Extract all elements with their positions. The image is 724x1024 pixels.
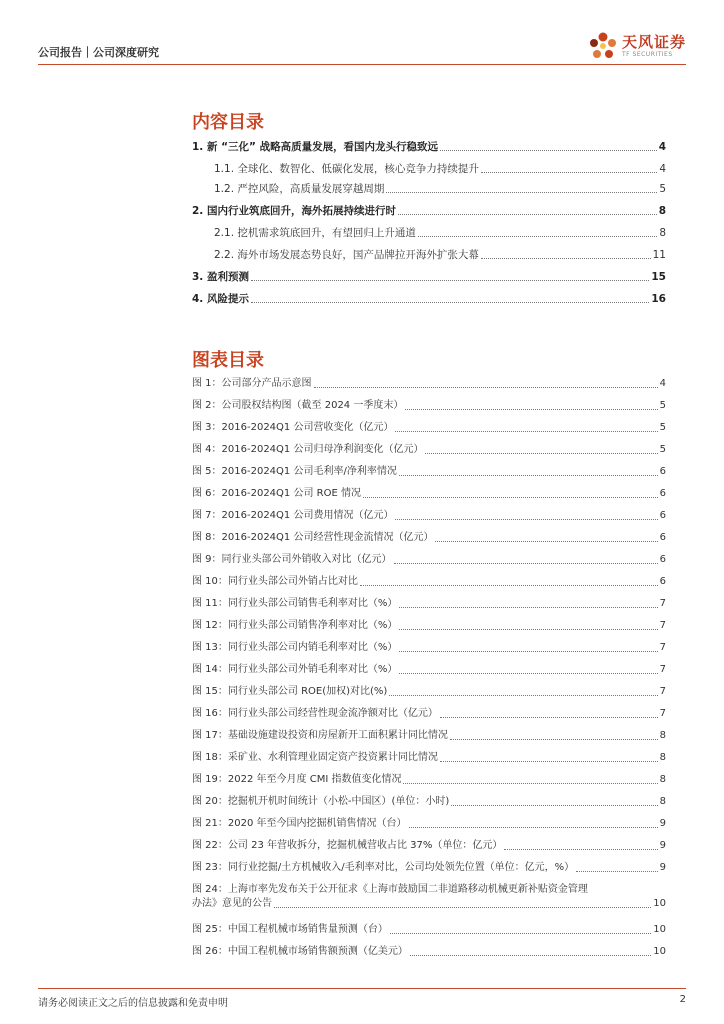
dot-leader bbox=[390, 933, 651, 934]
figure-entry[interactable] bbox=[192, 663, 666, 677]
toc-entry-label: 图 19：2022 年至今月度 CMI 指数值变化情况 bbox=[192, 774, 402, 785]
figure-entry[interactable] bbox=[192, 795, 666, 809]
figure-entry[interactable] bbox=[192, 597, 666, 611]
dot-leader bbox=[314, 387, 658, 388]
toc-entry-label: 2.1. 挖机需求筑底回升，有望回归上升通道 bbox=[214, 227, 416, 239]
toc-entry-page: 10 bbox=[653, 898, 666, 909]
toc-entry-label: 图 20：挖掘机开机时间统计（小松-中国区）(单位：小时) bbox=[192, 796, 450, 807]
dot-leader bbox=[440, 150, 657, 151]
figure-entry[interactable] bbox=[192, 531, 666, 545]
toc-entry-label: 图 7：2016-2024Q1 公司费用情况（亿元） bbox=[192, 510, 394, 521]
figure-entry[interactable] bbox=[192, 707, 666, 721]
dot-leader bbox=[394, 563, 658, 564]
logo-name-en: TF SECURITIES bbox=[621, 50, 673, 58]
disclaimer: 请务必阅读正文之后的信息披露和免责申明 bbox=[38, 998, 228, 1009]
dot-leader bbox=[435, 541, 657, 542]
contents-entry[interactable] bbox=[192, 226, 666, 240]
toc-entry-label: 图 14：同行业头部公司外销毛利率对比（%） bbox=[192, 664, 398, 675]
toc-entry-page: 8 bbox=[659, 227, 666, 239]
toc-entry-label: 3. 盈利预测 bbox=[192, 271, 249, 283]
figure-entry[interactable] bbox=[192, 575, 666, 589]
toc-entry-label: 图 25：中国工程机械市场销售量预测（台） bbox=[192, 924, 388, 935]
dot-leader bbox=[395, 519, 657, 520]
toc-entry-page: 15 bbox=[651, 271, 666, 283]
dot-leader bbox=[398, 214, 657, 215]
contents-entry[interactable] bbox=[192, 270, 666, 284]
figure-entry[interactable] bbox=[192, 487, 666, 501]
figure-entry[interactable] bbox=[192, 883, 666, 913]
toc-entry-label: 图 6：2016-2024Q1 公司 ROE 情况 bbox=[192, 488, 361, 499]
toc-entry-page: 4 bbox=[659, 378, 666, 389]
figure-entry[interactable] bbox=[192, 509, 666, 523]
contents-entry[interactable] bbox=[192, 140, 666, 154]
dot-leader bbox=[409, 827, 658, 828]
toc-entry-page: 6 bbox=[659, 576, 666, 587]
toc-entry-page: 6 bbox=[659, 466, 666, 477]
toc-entry-label: 图 16：同行业头部公司经营性现金流净额对比（亿元） bbox=[192, 708, 438, 719]
toc-entry-page: 9 bbox=[659, 840, 666, 851]
toc-entry-page: 7 bbox=[659, 708, 666, 719]
contents-entry[interactable] bbox=[192, 292, 666, 306]
toc-entry-page: 5 bbox=[659, 400, 666, 411]
figure-entry[interactable] bbox=[192, 945, 666, 959]
toc-entry-label: 图 5：2016-2024Q1 公司毛利率/净利率情况 bbox=[192, 466, 397, 477]
dot-leader bbox=[251, 302, 649, 303]
figure-entry[interactable] bbox=[192, 685, 666, 699]
page-header bbox=[38, 30, 686, 64]
logo-name-cn: 天风证券 bbox=[621, 32, 686, 51]
company-logo bbox=[588, 30, 686, 62]
figure-entry[interactable] bbox=[192, 751, 666, 765]
dot-leader bbox=[440, 761, 658, 762]
dot-leader bbox=[410, 955, 651, 956]
dot-leader bbox=[399, 475, 658, 476]
figure-entry[interactable] bbox=[192, 861, 666, 875]
toc-entry-page: 5 bbox=[659, 444, 666, 455]
dot-leader bbox=[405, 409, 657, 410]
toc-entry-page: 5 bbox=[659, 183, 666, 195]
toc-entry-label-cont: 办法》意见的公告 bbox=[192, 898, 272, 909]
figures-title: 图表目录 bbox=[192, 350, 264, 371]
toc-entry-page: 7 bbox=[659, 598, 666, 609]
dot-leader bbox=[399, 651, 657, 652]
toc-entry-label: 图 17：基础设施建设投资和房屋新开工面积累计同比情况 bbox=[192, 730, 448, 741]
toc-entry-label: 图 11：同行业头部公司销售毛利率对比（%） bbox=[192, 598, 398, 609]
toc-entry-label: 图 1：公司部分产品示意图 bbox=[192, 378, 312, 389]
toc-entry-page: 10 bbox=[653, 946, 666, 957]
toc-entry-page: 7 bbox=[659, 642, 666, 653]
dot-leader bbox=[399, 607, 657, 608]
dot-leader bbox=[274, 907, 651, 908]
dot-leader bbox=[395, 431, 657, 432]
toc-entry-label: 图 2：公司股权结构图（截至 2024 一季度末） bbox=[192, 400, 404, 411]
toc-entry-page: 8 bbox=[658, 205, 666, 217]
toc-entry-label: 图 4：2016-2024Q1 公司归母净利润变化（亿元） bbox=[192, 444, 424, 455]
toc-entry-label: 图 15：同行业头部公司 ROE(加权)对比(%) bbox=[192, 686, 388, 697]
toc-entry-label: 4. 风险提示 bbox=[192, 293, 249, 305]
contents-entry[interactable] bbox=[192, 248, 666, 262]
dot-leader bbox=[386, 192, 657, 193]
dot-leader bbox=[418, 236, 657, 237]
toc-entry-label: 图 22：公司 23 年营收拆分，挖掘机械营收占比 37%（单位：亿元） bbox=[192, 840, 503, 851]
dot-leader bbox=[451, 805, 657, 806]
figure-entry[interactable] bbox=[192, 839, 666, 853]
toc-entry-page: 8 bbox=[659, 752, 666, 763]
toc-entry-page: 5 bbox=[659, 422, 666, 433]
page-footer bbox=[38, 988, 686, 1009]
toc-entry-page: 6 bbox=[659, 532, 666, 543]
dot-leader bbox=[504, 849, 657, 850]
dot-leader bbox=[403, 783, 657, 784]
flower-logo-icon bbox=[588, 31, 618, 61]
toc-entry-page: 6 bbox=[659, 510, 666, 521]
toc-entry-page: 8 bbox=[659, 774, 666, 785]
figure-entry[interactable] bbox=[192, 465, 666, 479]
toc-entry-label: 2.2. 海外市场发展态势良好，国产品牌拉开海外扩张大幕 bbox=[214, 249, 479, 261]
contents-entry[interactable] bbox=[192, 162, 666, 176]
toc-entry-page: 7 bbox=[659, 686, 666, 697]
toc-entry-page: 10 bbox=[653, 924, 666, 935]
toc-entry-label: 图 8：2016-2024Q1 公司经营性现金流情况（亿元） bbox=[192, 532, 434, 543]
toc-entry-page: 9 bbox=[659, 862, 666, 873]
figure-entry[interactable] bbox=[192, 443, 666, 457]
dot-leader bbox=[440, 717, 658, 718]
toc-entry-page: 9 bbox=[659, 818, 666, 829]
dot-leader bbox=[425, 453, 657, 454]
toc-entry-page: 8 bbox=[659, 796, 666, 807]
toc-entry-page: 7 bbox=[659, 620, 666, 631]
dot-leader bbox=[360, 585, 658, 586]
toc-entry-page: 6 bbox=[659, 554, 666, 565]
toc-entry-label: 图 26：中国工程机械市场销售额预测（亿美元） bbox=[192, 946, 408, 957]
toc-entry-label: 图 12：同行业头部公司销售净利率对比（%） bbox=[192, 620, 398, 631]
dot-leader bbox=[389, 695, 657, 696]
toc-entry-label: 1.1. 全球化、数智化、低碳化发展，核心竞争力持续提升 bbox=[214, 163, 479, 175]
figure-entry[interactable] bbox=[192, 729, 666, 743]
toc-entry-label: 图 18：采矿业、水利管理业固定资产投资累计同比情况 bbox=[192, 752, 438, 763]
dot-leader bbox=[576, 871, 657, 872]
dot-leader bbox=[450, 739, 658, 740]
toc-entry-label: 图 21：2020 年至今国内挖掘机销售情况（台） bbox=[192, 818, 407, 829]
report-type: 公司报告｜公司深度研究 bbox=[38, 46, 159, 59]
figure-entry[interactable] bbox=[192, 619, 666, 633]
toc-entry-label: 图 24：上海市率先发布关于公开征求《上海市鼓励国二非道路移动机械更新补贴资金管理 bbox=[192, 884, 588, 895]
dot-leader bbox=[481, 172, 657, 173]
dot-leader bbox=[251, 280, 649, 281]
figure-entry[interactable] bbox=[192, 553, 666, 567]
toc-entry-label: 1. 新 “三化” 战略高质量发展，看国内龙头行稳致远 bbox=[192, 141, 439, 153]
figure-entry[interactable] bbox=[192, 923, 666, 937]
toc-entry-page: 4 bbox=[658, 141, 666, 153]
toc-entry-page: 8 bbox=[659, 730, 666, 741]
figure-entry[interactable] bbox=[192, 817, 666, 831]
toc-entry-page: 7 bbox=[659, 664, 666, 675]
dot-leader bbox=[399, 673, 657, 674]
toc-entry-page: 6 bbox=[659, 488, 666, 499]
dot-leader bbox=[481, 258, 651, 259]
toc-entry-label: 图 3：2016-2024Q1 公司营收变化（亿元） bbox=[192, 422, 394, 433]
figure-entry[interactable] bbox=[192, 399, 666, 413]
toc-entry-page: 11 bbox=[652, 249, 666, 261]
toc-entry-label: 图 23：同行业挖掘/土方机械收入/毛利率对比，公司均处领先位置（单位：亿元，%） bbox=[192, 862, 575, 873]
footer-divider bbox=[38, 988, 686, 989]
dot-leader bbox=[363, 497, 658, 498]
contents-title: 内容目录 bbox=[192, 112, 264, 133]
toc-entry-label: 1.2. 严控风险，高质量发展穿越周期 bbox=[214, 183, 385, 195]
dot-leader bbox=[399, 629, 657, 630]
figure-entry[interactable] bbox=[192, 773, 666, 787]
contents-entry[interactable] bbox=[192, 204, 666, 218]
contents-entry[interactable] bbox=[192, 182, 666, 196]
toc-entry-page: 16 bbox=[651, 293, 666, 305]
toc-entry-label: 2. 国内行业筑底回升，海外拓展持续进行时 bbox=[192, 205, 396, 217]
toc-entry-label: 图 9：同行业头部公司外销收入对比（亿元） bbox=[192, 554, 392, 565]
toc-entry-label: 图 13：同行业头部公司内销毛利率对比（%） bbox=[192, 642, 398, 653]
figure-entry[interactable] bbox=[192, 377, 666, 391]
header-divider bbox=[38, 64, 686, 65]
page-number: 2 bbox=[679, 994, 686, 1005]
toc-entry-page: 4 bbox=[659, 163, 666, 175]
toc-entry-label: 图 10：同行业头部公司外销占比对比 bbox=[192, 576, 358, 587]
figure-entry[interactable] bbox=[192, 421, 666, 435]
figure-entry[interactable] bbox=[192, 641, 666, 655]
